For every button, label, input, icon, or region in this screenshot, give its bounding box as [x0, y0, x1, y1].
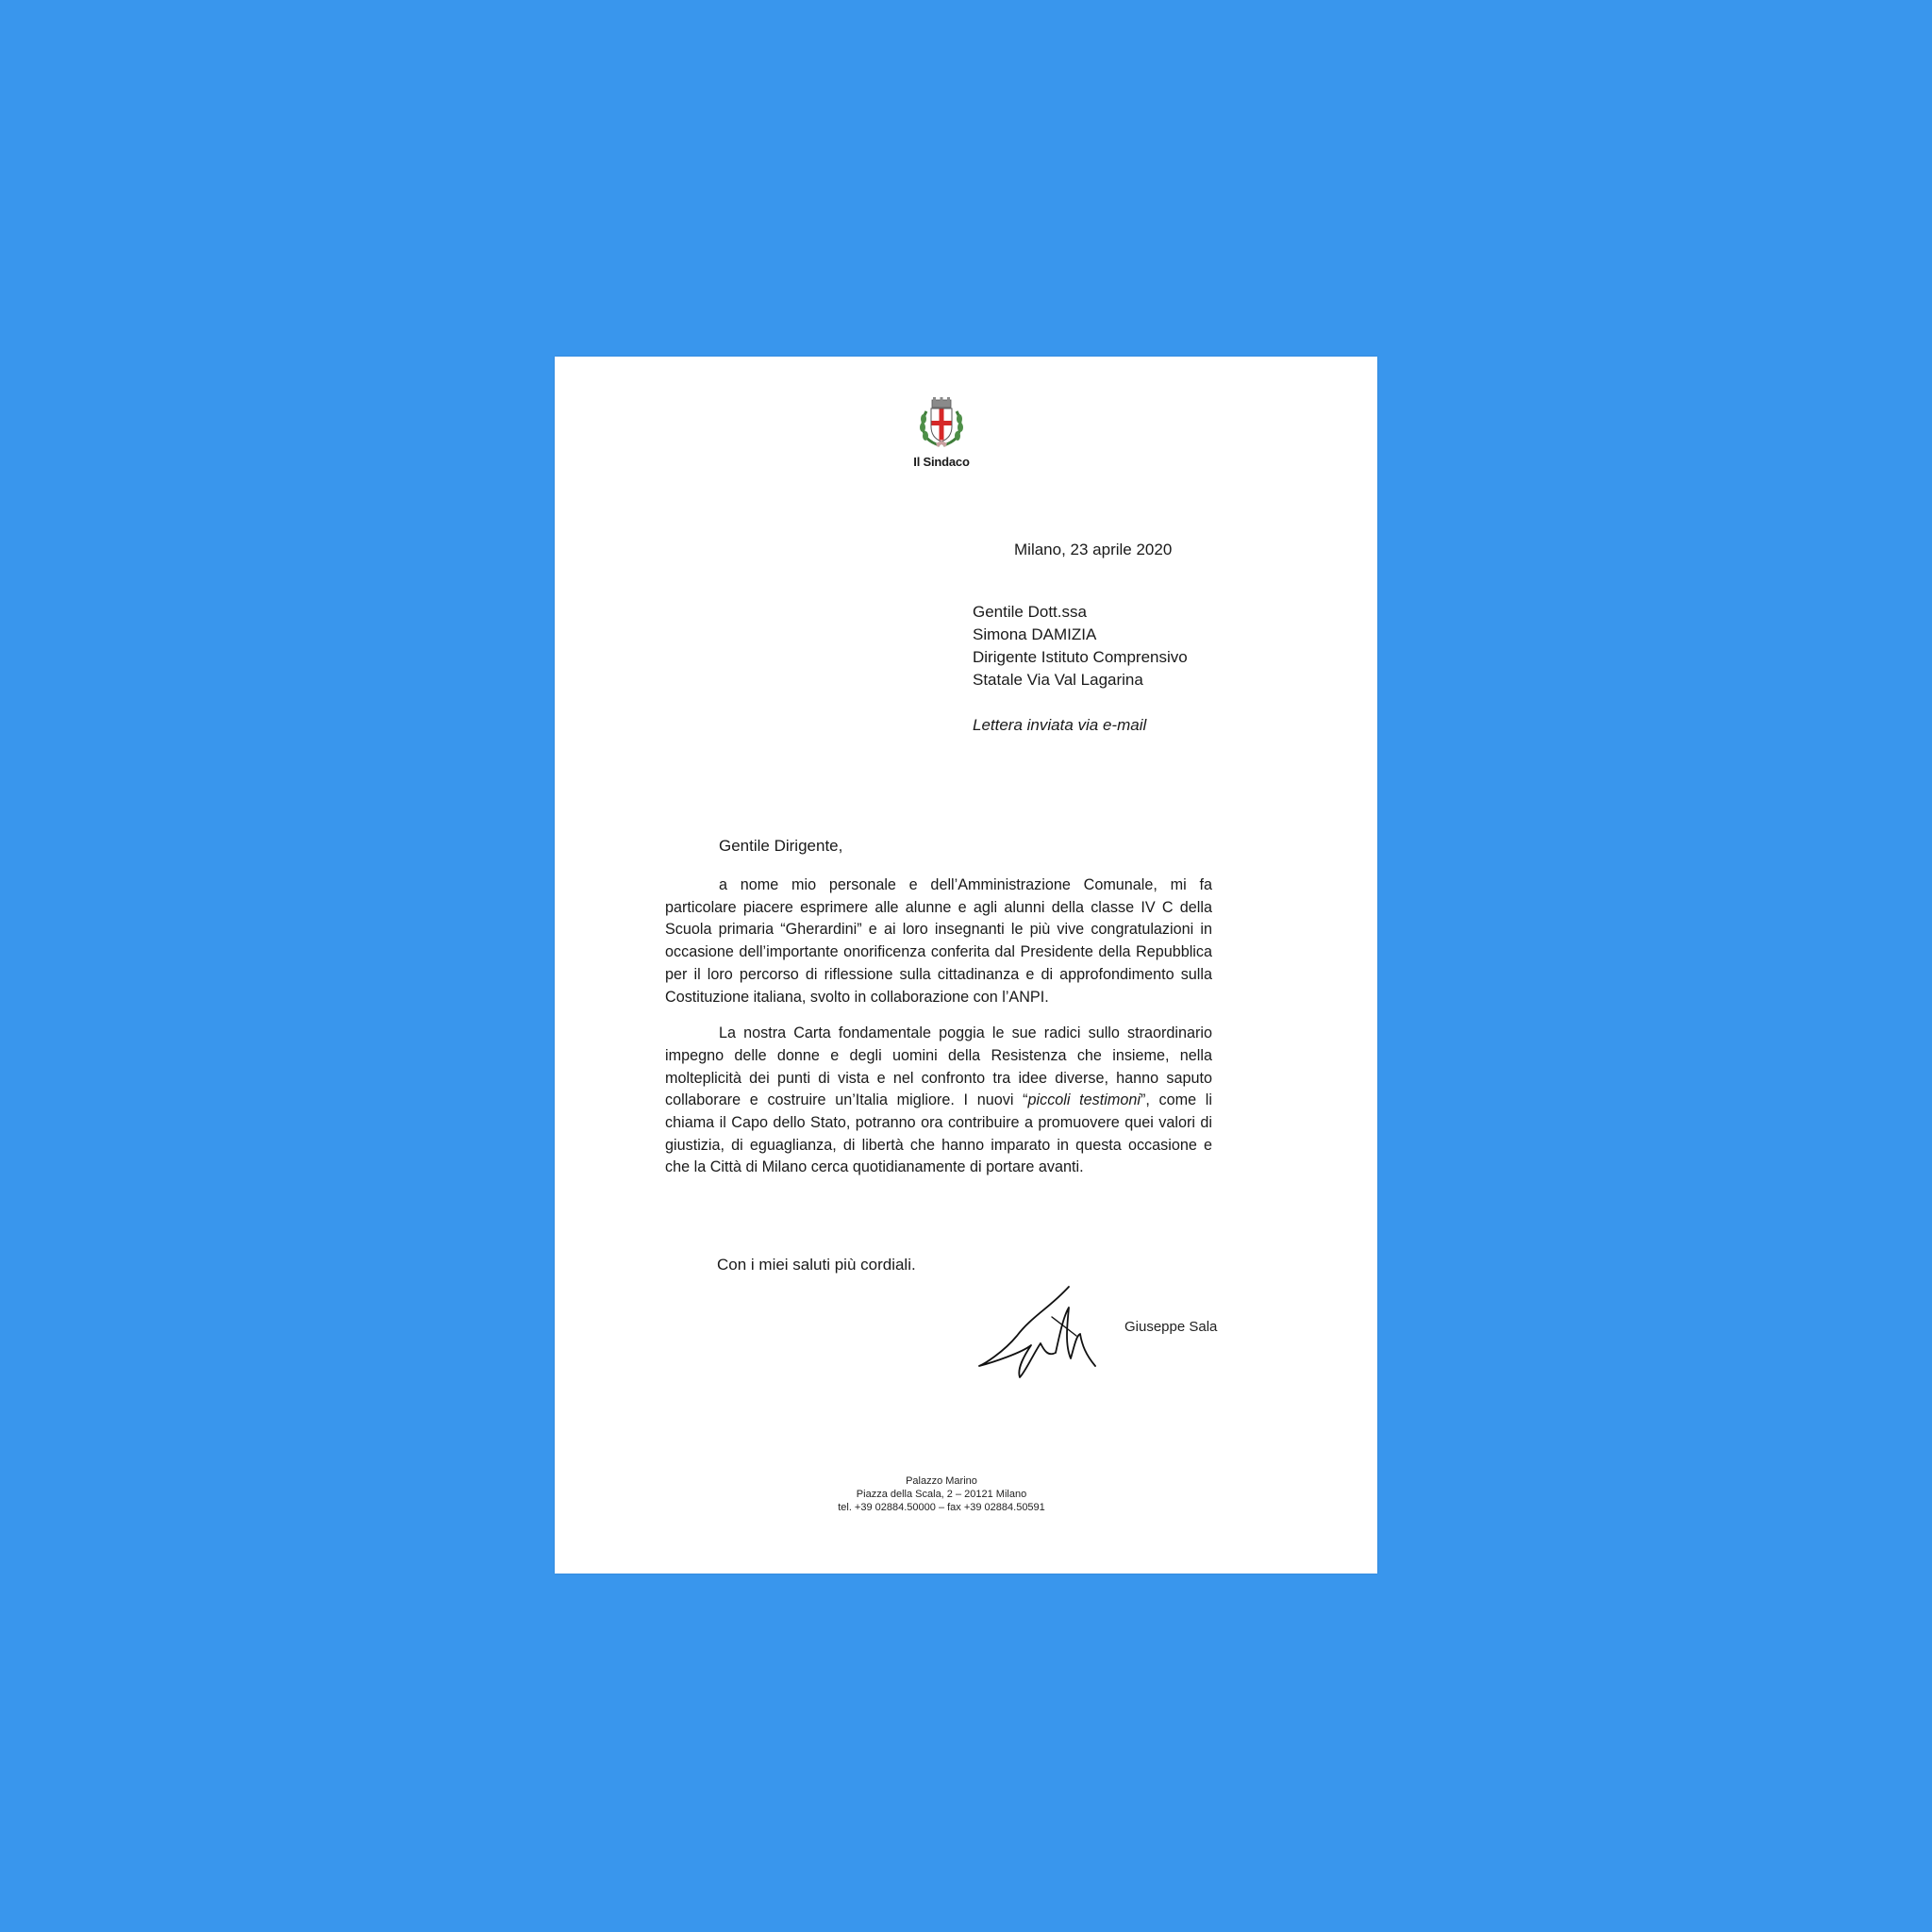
letter-page — [555, 357, 1377, 1574]
salutation: Gentile Dirigente, — [719, 837, 843, 855]
handwritten-signature-icon — [965, 1279, 1116, 1383]
footer-line: tel. +39 02884.50000 – fax +39 02884.50591 — [838, 1502, 1045, 1513]
recipient-line: Statale Via Val Lagarina — [973, 671, 1143, 689]
footer-address — [555, 1474, 1328, 1514]
letterhead — [555, 394, 1328, 469]
body-paragraph — [665, 1023, 1212, 1179]
recipient-name: Simona DAMIZIA — [973, 625, 1097, 643]
signature — [965, 1279, 1116, 1383]
paragraph-text: ”, come li chiama il Capo dello Stato, potranno ora contribuire a promuovere quei valori di giustizia, di eguaglianza, di libertà che hanno imparato in questa occasione e che la Città di Milano cerca quotidianamente di portare avanti. — [665, 1091, 1212, 1176]
paragraph-text: La nostra Carta fondamentale poggia le sue radici sullo straordinario impegno delle donne e degli uomini della Resistenza che insieme, nella molteplicità dei punti di vista e nel confronto tra idee diverse, hanno saputo collaborare e costruire un’Italia migliore. I nuovi “ — [665, 1024, 1212, 1109]
delivery-note: Lettera inviata via e-mail — [973, 716, 1147, 734]
letter-body — [665, 874, 1212, 1193]
footer-line: Piazza della Scala, 2 – 20121 Milano — [856, 1489, 1027, 1500]
recipient-line: Dirigente Istituto Comprensivo — [973, 648, 1188, 666]
footer-line: Palazzo Marino — [906, 1475, 977, 1487]
recipient-address — [973, 601, 1188, 691]
recipient-line: Gentile Dott.ssa — [973, 603, 1087, 621]
body-paragraph: a nome mio personale e dell’Amministrazione Comunale, mi fa particolare piacere esprimere alle alunne e agli alunni della classe IV C della Scuola primaria “Gherardini” e ai loro insegnanti le più vive congratulazioni in occasione dell’importante onorificenza conferita dal Presidente della Repubblica per il loro percorso di riflessione sulla cittadinanza e di approfondimento sulla Costituzione italiana, svolto in collaborazione con l’ANPI. — [665, 876, 1212, 1006]
paragraph-emphasis: piccoli testimoni — [1027, 1091, 1141, 1109]
office-title: Il Sindaco — [913, 455, 970, 469]
milan-coat-of-arms-icon — [913, 394, 970, 451]
signatory-name: Giuseppe Sala — [1124, 1319, 1218, 1335]
closing-line: Con i miei saluti più cordiali. — [717, 1256, 916, 1274]
date-line: Milano, 23 aprile 2020 — [1014, 541, 1173, 558]
